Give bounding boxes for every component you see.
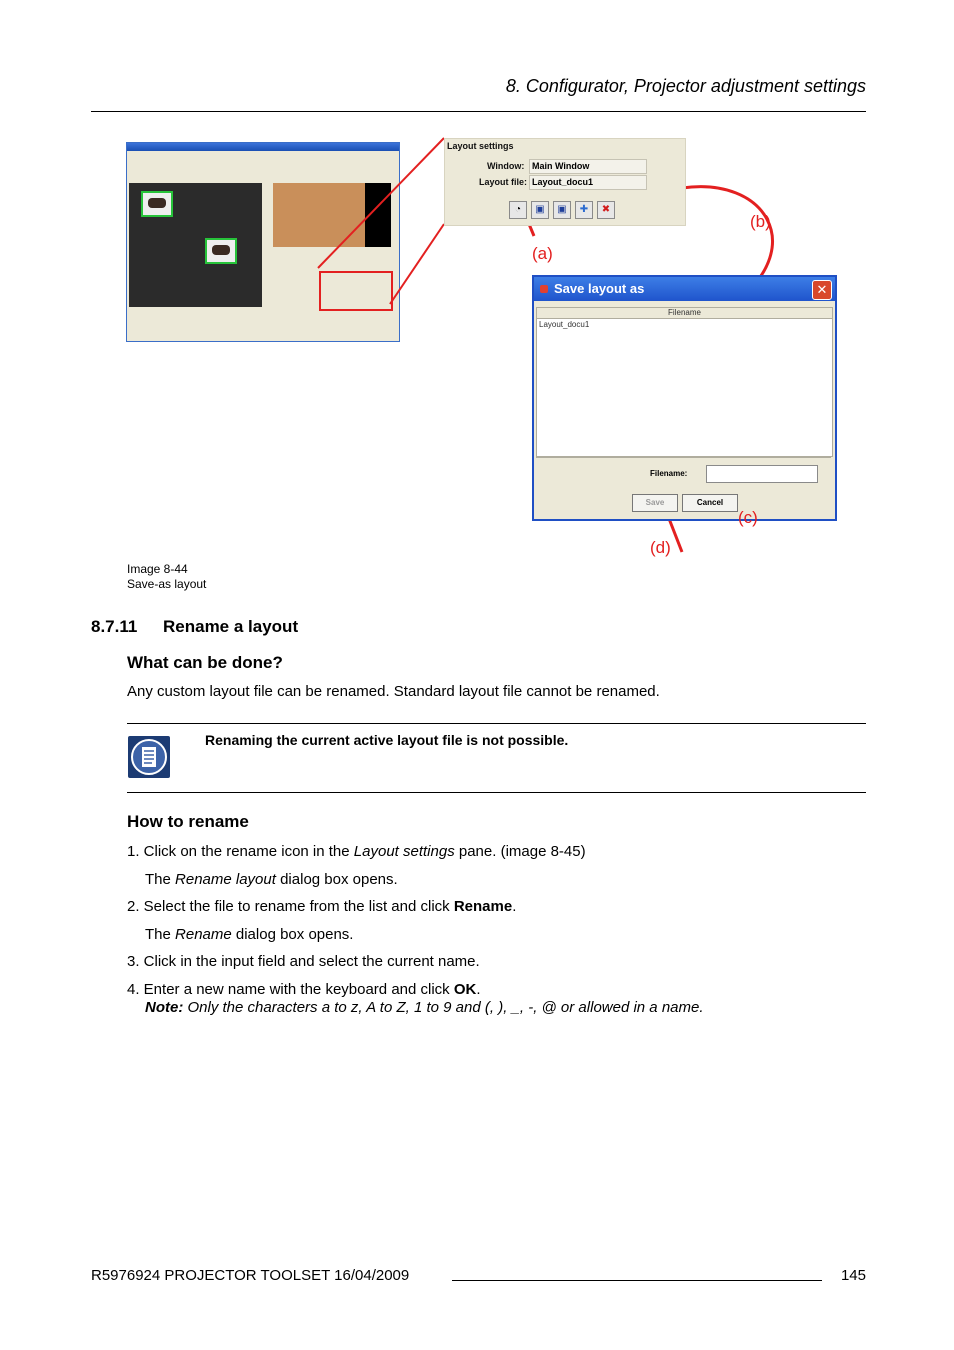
note-label: Note:: [145, 999, 184, 1016]
filename-label: Filename:: [650, 469, 688, 478]
step-2-result: [145, 926, 353, 943]
divider: [536, 457, 831, 458]
delete-icon[interactable]: ✖: [597, 201, 615, 219]
page-number: 145: [840, 1267, 866, 1284]
figure-caption: Save-as layout: [127, 577, 207, 591]
section-number: 8.7.11: [91, 617, 138, 636]
window-label: Window:: [487, 161, 525, 171]
load-icon[interactable]: ◔: [509, 201, 527, 219]
cancel-button[interactable]: Cancel: [682, 494, 738, 512]
rename-icon[interactable]: ✚: [575, 201, 593, 219]
layout-file-field[interactable]: Layout_docu1: [529, 175, 647, 190]
layout-settings-panel: [444, 138, 686, 226]
step-strong: OK: [453, 981, 477, 998]
step-text: 2. Select the file to rename from the list and click: [127, 898, 454, 915]
callout-b: (b): [750, 212, 771, 231]
header-rule: [91, 111, 866, 112]
app-icon: [540, 285, 548, 293]
step-text: The: [145, 926, 176, 943]
filename-input[interactable]: [706, 465, 818, 483]
section-title: Rename a layout: [163, 617, 299, 636]
step-4: [127, 981, 481, 998]
dialog-titlebar: [534, 277, 835, 301]
figure-save-as-layout: [126, 136, 836, 560]
step-emphasis: Rename: [175, 926, 232, 943]
note-bottom-rule: [127, 792, 866, 793]
step-emphasis: Layout settings: [353, 843, 455, 860]
what-text: Any custom layout file can be renamed. Standard layout file cannot be renamed.: [127, 683, 660, 700]
how-heading: How to rename: [127, 812, 249, 831]
zoom-line: [390, 224, 444, 304]
note-icon: [128, 736, 170, 778]
step-strong: Rename: [453, 898, 513, 915]
step-1: [127, 843, 586, 860]
note-top-rule: [127, 723, 866, 724]
file-list[interactable]: [536, 307, 833, 457]
callout-a: (a): [532, 244, 553, 263]
callout-d: (d): [650, 538, 671, 557]
zoom-line: [318, 138, 444, 268]
footer-rule: [452, 1280, 822, 1281]
layout-file-label: Layout file:: [479, 177, 528, 187]
note-text: Renaming the current active layout file is not possible.: [205, 732, 569, 748]
dialog-title: Save layout as: [554, 281, 645, 296]
step-text: 1. Click on the rename icon in the: [127, 843, 354, 860]
step-text: dialog box opens.: [231, 926, 354, 943]
figure-number: Image 8-44: [127, 562, 188, 576]
filename-column-header[interactable]: Filename: [537, 308, 832, 319]
list-item[interactable]: Layout_docu1: [539, 320, 590, 329]
step-4-note: [145, 999, 704, 1016]
section-heading: [91, 617, 298, 637]
panel-title: Layout settings: [447, 141, 514, 151]
step-text: .: [476, 981, 481, 998]
what-heading: What can be done?: [127, 653, 283, 672]
step-1-result: [145, 871, 398, 888]
chapter-title: 8. Configurator, Projector adjustment settings: [505, 76, 866, 96]
save-button[interactable]: Save: [632, 494, 678, 512]
step-2: [127, 898, 516, 915]
save-layout-dialog: [532, 275, 837, 521]
step-text: The: [145, 871, 176, 888]
step-emphasis: Rename layout: [175, 871, 276, 888]
step-text: pane. (image 8-45): [454, 843, 586, 860]
step-3: 3. Click in the input field and select the current name.: [127, 953, 480, 970]
callout-c: (c): [738, 508, 758, 527]
footer-doc-info: R5976924 PROJECTOR TOOLSET 16/04/2009: [91, 1267, 410, 1284]
step-text: .: [512, 898, 517, 915]
window-field[interactable]: Main Window: [529, 159, 647, 174]
step-text: dialog box opens.: [275, 871, 398, 888]
step-text: 4. Enter a new name with the keyboard and click: [127, 981, 454, 998]
save-as-icon[interactable]: ▣: [553, 201, 571, 219]
save-icon[interactable]: ▣: [531, 201, 549, 219]
close-icon[interactable]: ✕: [812, 280, 832, 300]
note-body: Only the characters a to z, A to Z, 1 to 9 and (, ), _, -, @ or allowed in a name.: [183, 999, 704, 1016]
